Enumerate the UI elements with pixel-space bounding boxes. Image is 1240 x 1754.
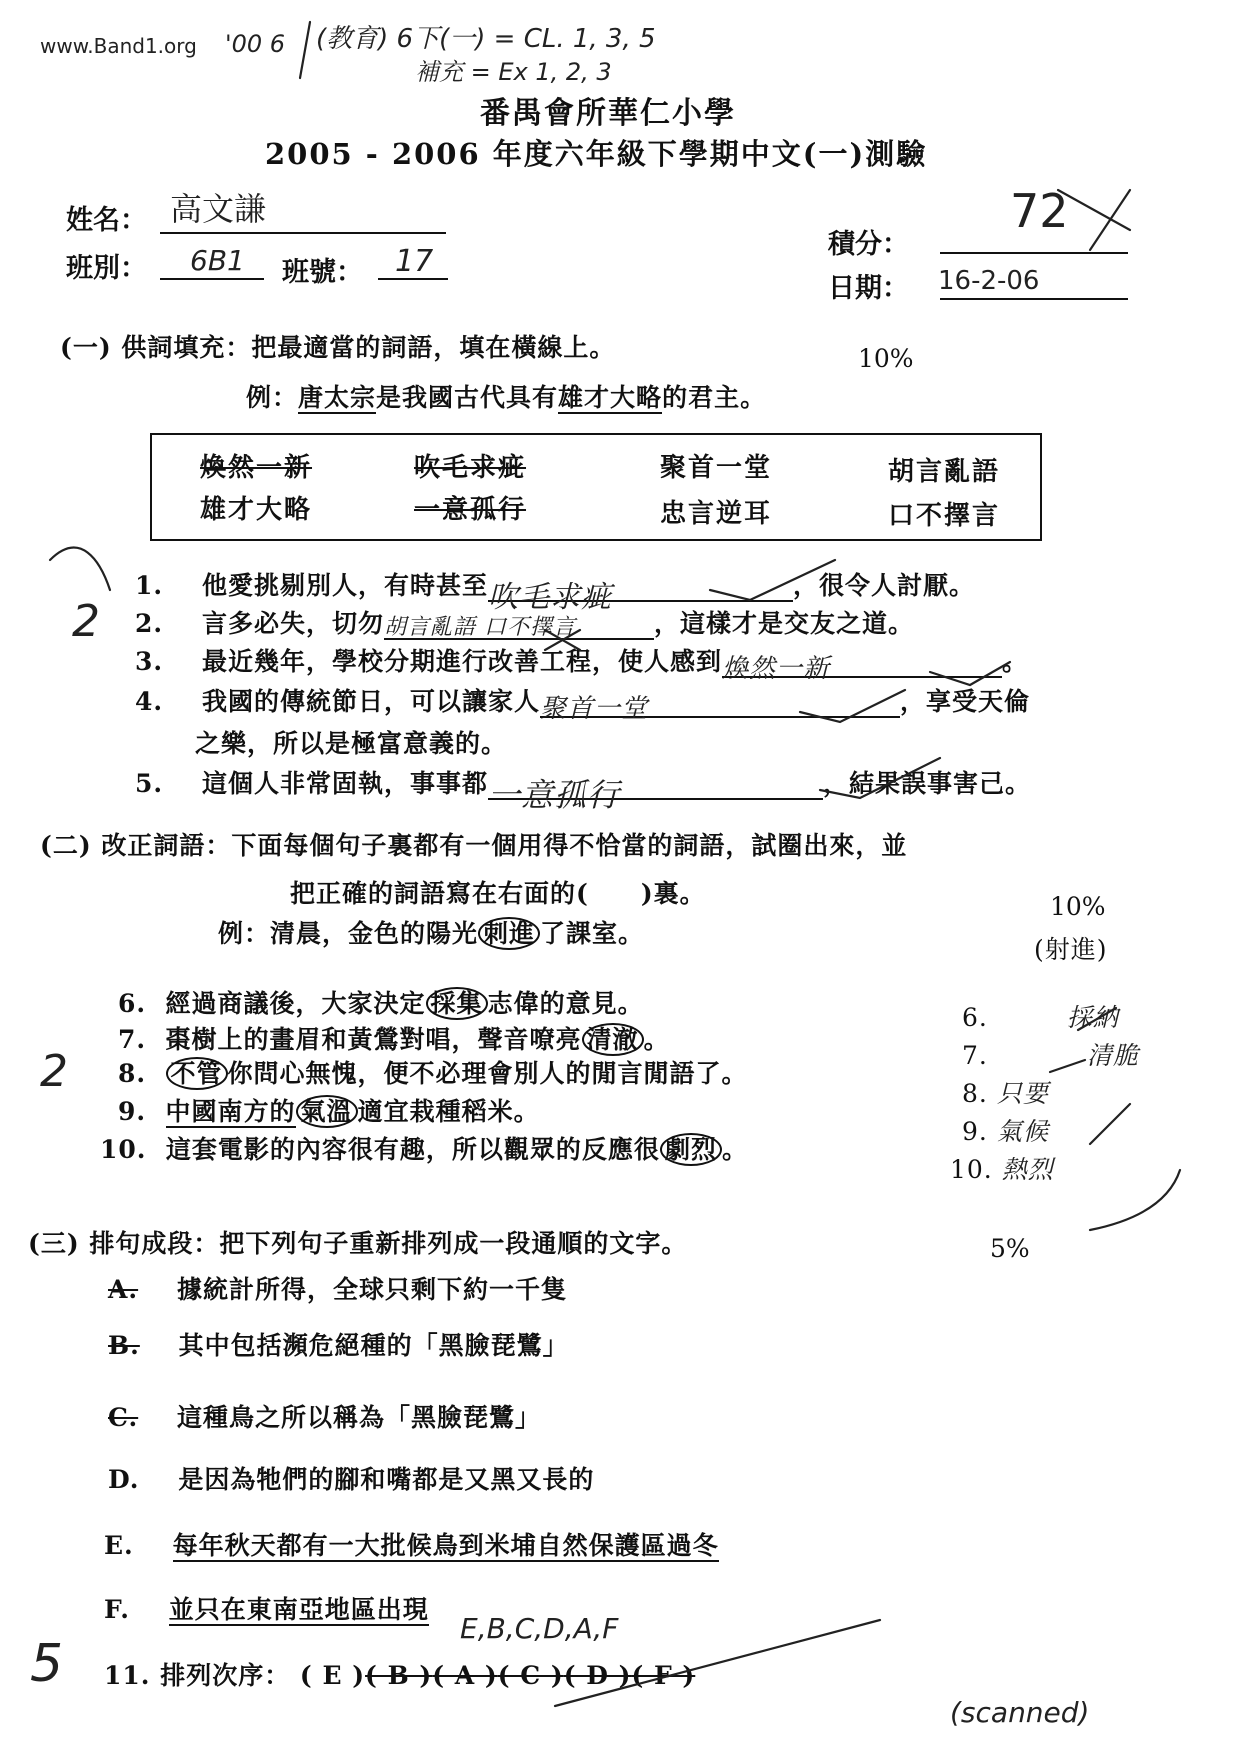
circled-word: 劇烈 xyxy=(660,1133,722,1166)
cross-mark xyxy=(545,630,580,650)
score-value: 72 xyxy=(1010,184,1069,238)
watermark: www.Band1.org xyxy=(40,34,197,58)
exam-title: 2005 - 2006 年度六年級下學期中文(一)測驗 xyxy=(265,137,928,171)
sentence-letter: F. xyxy=(104,1595,130,1624)
sentence-letter: B. xyxy=(108,1331,140,1360)
question-text-end: ，享受天倫 xyxy=(899,687,1030,716)
number-value: 17 xyxy=(395,244,434,279)
question-text-end: ，很令人討厭。 xyxy=(792,571,975,600)
circled-word: 採集 xyxy=(426,987,488,1020)
example-middle: 是我國古代具有 xyxy=(376,383,559,412)
word-bank-item: 煥然一新 xyxy=(200,453,313,483)
question-number: 9. xyxy=(118,1097,147,1126)
word-bank-item: 口不擇言 xyxy=(888,501,1001,531)
order-label: 11. 排列次序： xyxy=(104,1661,291,1690)
question-text-end: 適宜栽種稻米。 xyxy=(357,1097,540,1126)
handwritten-answer: 吹毛求疵 xyxy=(487,580,612,615)
question-number: 10. xyxy=(100,1135,147,1164)
section1-margin-score: 2 xyxy=(72,596,100,647)
example-label: 例： xyxy=(246,383,299,412)
sentence-letter: C. xyxy=(108,1403,139,1432)
sentence-letter: E. xyxy=(104,1531,134,1560)
word-bank-item: 一意孤行 xyxy=(414,495,527,525)
date-value: 16-2-06 xyxy=(938,266,1040,296)
order-slot: ( A ) xyxy=(432,1661,498,1690)
question-text-end: 。 xyxy=(643,1025,670,1054)
word-bank-item: 聚首一堂 xyxy=(660,453,773,483)
question-text-end: ，這樣才是交友之道。 xyxy=(653,609,914,638)
example-circled-word: 刺進 xyxy=(478,917,540,950)
handwritten-code: '00 6 xyxy=(225,30,286,58)
sentence-text: 並只在東南亞地區出現 xyxy=(168,1595,429,1624)
name-value: 高文謙 xyxy=(170,190,267,228)
word-bank-item: 胡言亂語 xyxy=(888,457,1001,487)
question-number: 1. xyxy=(135,571,164,600)
handwritten-answer: 一意孤行 xyxy=(487,776,620,814)
order-slot: ( E ) xyxy=(299,1661,366,1690)
tick-mark xyxy=(1050,1060,1085,1072)
question-number: 5. xyxy=(135,769,164,798)
answer-number: 9. xyxy=(962,1117,988,1146)
class-label: 班別： xyxy=(66,253,147,284)
answer-number: 8. xyxy=(962,1079,988,1108)
section1-heading: (一) 供詞填充：把最適當的詞語，填在橫線上。 xyxy=(60,333,616,362)
section2-heading-line2: 把正確的詞語寫在右面的( )裏。 xyxy=(290,879,706,908)
handwritten-answer: 採納 xyxy=(1066,1003,1119,1032)
question-text: 他愛挑剔別人，有時甚至 xyxy=(201,571,488,600)
question-4-continuation: 之樂，所以是極富意義的。 xyxy=(195,729,508,758)
example-text-end: 了課室。 xyxy=(540,919,645,948)
tick-mark xyxy=(800,690,905,722)
order-slot: ( D ) xyxy=(563,1661,632,1690)
tick-mark xyxy=(50,548,110,590)
class-value: 6B1 xyxy=(190,244,245,277)
question-text: 這套電影的內容很有趣，所以觀眾的反應很 xyxy=(165,1135,660,1164)
tick-mark xyxy=(1078,1008,1116,1030)
example-end: 的君主。 xyxy=(662,383,767,412)
section1-weight: 10% xyxy=(858,344,914,373)
sentence-text: 每年秋天都有一大批候鳥到米埔自然保護區過冬 xyxy=(172,1531,719,1560)
question-text: 棗樹上的畫眉和黃鶯對唱，聲音嘹亮 xyxy=(165,1025,582,1054)
handwritten-answer: 熱烈 xyxy=(1001,1155,1054,1184)
tick-mark xyxy=(1090,1170,1180,1230)
school-name: 番禺會所華仁小學 xyxy=(480,96,736,131)
circled-word: 氣溫 xyxy=(296,1095,358,1128)
section2-example-answer: (射進) xyxy=(1034,935,1108,964)
tick-mark xyxy=(710,560,835,600)
question-text-end: ，結果誤事害己。 xyxy=(822,769,1031,798)
sentence-text: 其中包括瀕危絕種的「黑臉琵鷺」 xyxy=(178,1331,569,1360)
word-bank-item: 雄才大略 xyxy=(200,495,313,525)
sentence-text: 是因為牠們的腳和嘴都是又黑又長的 xyxy=(178,1465,595,1494)
question-number: 4. xyxy=(135,687,164,716)
example-word: 雄才大略 xyxy=(558,383,663,412)
question-text: 這個人非常固執，事事都 xyxy=(201,769,488,798)
example-subject: 唐太宗 xyxy=(298,383,377,412)
example-label: 例： xyxy=(218,919,271,948)
section3-margin-score: 5 xyxy=(30,1634,64,1694)
section3-heading: (三) 排句成段：把下列句子重新排列成一段通順的文字。 xyxy=(28,1229,688,1258)
answer-number: 7. xyxy=(962,1041,988,1070)
handwritten-answer: 胡言亂語 口不擇言 xyxy=(383,615,576,640)
order-slot: ( F ) xyxy=(631,1661,696,1690)
date-label: 日期： xyxy=(828,273,909,304)
handwritten-answer: 煥然一新 xyxy=(721,654,830,684)
section3-weight: 5% xyxy=(990,1234,1030,1263)
section2-margin-score: 2 xyxy=(40,1046,68,1097)
order-slot: ( C ) xyxy=(497,1661,564,1690)
question-text: 言多必失，切勿 xyxy=(201,609,384,638)
question-text-end: 你問心無愧，便不必理會別人的閒言閒語了。 xyxy=(227,1059,748,1088)
question-text-end: 志偉的意見。 xyxy=(487,989,644,1018)
handwritten-order: E,B,C,D,A,F xyxy=(460,1612,619,1645)
question-text: 我國的傳統節日，可以讓家人 xyxy=(201,687,540,716)
question-number: 3. xyxy=(135,647,164,676)
scanned-stamp: (scanned) xyxy=(950,1696,1090,1729)
sentence-letter: D. xyxy=(108,1465,140,1494)
question-number: 6. xyxy=(118,989,147,1018)
note-divider-stroke xyxy=(300,22,310,78)
order-slot: ( B ) xyxy=(365,1661,433,1690)
name-label: 姓名： xyxy=(66,205,147,236)
word-bank-item: 吹毛求疵 xyxy=(414,453,527,483)
answer-number: 10. xyxy=(950,1155,993,1184)
question-text-end: 。 xyxy=(721,1135,748,1164)
sentence-text: 據統計所得，全球只剩下約一千隻 xyxy=(176,1275,567,1304)
answer-number: 6. xyxy=(962,1003,988,1032)
question-number: 8. xyxy=(118,1059,147,1088)
section2-weight: 10% xyxy=(1050,892,1106,921)
question-text: 最近幾年，學校分期進行改善工程，使人感到 xyxy=(201,647,722,676)
handwritten-answer: 氣候 xyxy=(996,1117,1049,1146)
tick-mark xyxy=(555,1620,880,1706)
circled-word: 不管 xyxy=(166,1057,228,1090)
tick-mark xyxy=(1090,1104,1130,1144)
number-label: 班號： xyxy=(282,257,363,288)
question-text: 中國南方的 xyxy=(165,1097,296,1126)
question-number: 7. xyxy=(118,1025,147,1054)
tick-mark xyxy=(820,758,940,798)
sentence-letter: A. xyxy=(108,1275,139,1304)
question-number: 2. xyxy=(135,609,164,638)
example-text: 清晨，金色的陽光 xyxy=(270,919,479,948)
handwritten-answer: 聚首一堂 xyxy=(539,694,648,724)
score-label: 積分： xyxy=(828,229,909,260)
circled-word: 清澈 xyxy=(582,1023,644,1056)
question-text: 經過商議後，大家決定 xyxy=(165,989,426,1018)
handwritten-answer: 只要 xyxy=(996,1079,1049,1108)
handwritten-note-line2: 補充 = Ex 1, 2, 3 xyxy=(415,58,612,86)
tick-mark xyxy=(930,662,1010,685)
word-bank-item: 忠言逆耳 xyxy=(660,499,773,529)
section2-heading: (二) 改正詞語：下面每個句子裏都有一個用得不恰當的詞語，試圈出來，並 xyxy=(40,831,908,860)
handwritten-answer: 清脆 xyxy=(1086,1041,1139,1070)
handwritten-note-line1: (教育) 6下(一) = CL. 1, 3, 5 xyxy=(316,24,656,54)
question-text-end: 。 xyxy=(1001,647,1028,676)
score-scribble xyxy=(1058,190,1130,250)
sentence-text: 這種鳥之所以稱為「黑臉琵鷺」 xyxy=(177,1403,542,1432)
